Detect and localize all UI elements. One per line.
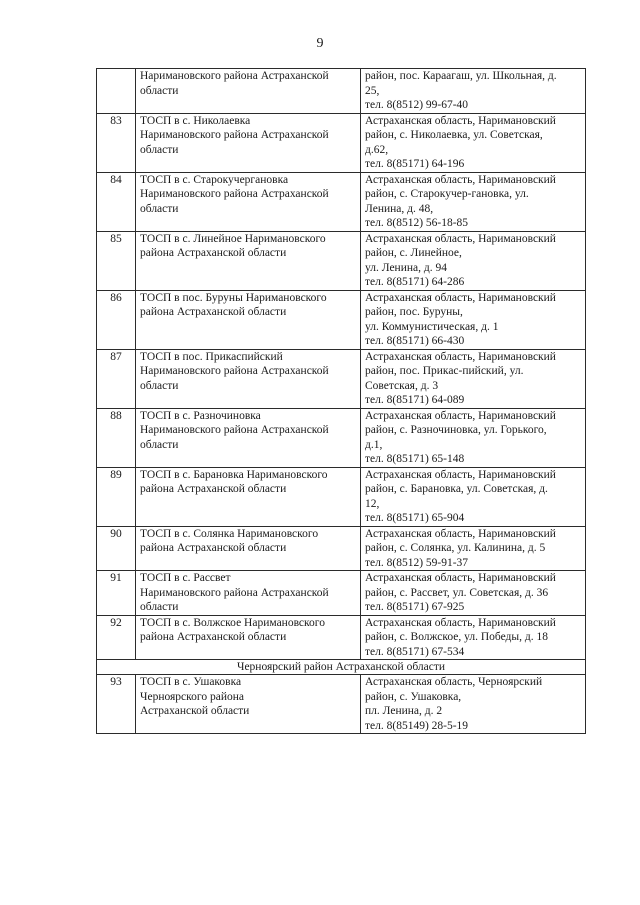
table-row bbox=[97, 408, 586, 467]
address-line: д.1, bbox=[365, 438, 383, 451]
address-line: Астраханская область, Наримановский bbox=[365, 291, 556, 304]
address-cell bbox=[361, 172, 586, 231]
address-line: ул. Коммунистическая, д. 1 bbox=[365, 320, 499, 333]
office-name-cell bbox=[136, 615, 361, 660]
office-name-cell bbox=[136, 526, 361, 571]
section-title: Черноярский район Астраханской области bbox=[97, 660, 586, 675]
table-body bbox=[97, 69, 586, 734]
office-name-line: области bbox=[140, 438, 179, 451]
row-number: 89 bbox=[97, 467, 136, 526]
row-number: 88 bbox=[97, 408, 136, 467]
address-line: пл. Ленина, д. 2 bbox=[365, 705, 443, 717]
address-line: Астраханская область, Наримановский bbox=[365, 616, 556, 629]
address-line: Ленина, д. 48, bbox=[365, 202, 434, 215]
address-line: район, пос. Прикас-пийский, ул. bbox=[365, 365, 524, 377]
address-line: тел. 8(85171) 64-089 bbox=[365, 394, 465, 406]
address-line: тел. 8(85171) 64-196 bbox=[365, 158, 465, 170]
office-name-line: ТОСП в с. Ушаковка bbox=[140, 676, 242, 688]
table-row bbox=[97, 113, 586, 172]
address-cell bbox=[361, 231, 586, 290]
address-cell bbox=[361, 408, 586, 467]
address-cell bbox=[361, 467, 586, 526]
row-number: 92 bbox=[97, 615, 136, 660]
office-name-line: района Астраханской области bbox=[140, 247, 287, 259]
office-name-line: ТОСП в с. Старокучергановка bbox=[140, 173, 289, 186]
address-line: район, с. Волжское, ул. Победы, д. 18 bbox=[365, 631, 548, 643]
office-name-line: области bbox=[140, 84, 179, 97]
address-line: тел. 8(85171) 67-925 bbox=[365, 601, 465, 613]
address-line: район, с. Разночиновка, ул. Горького, bbox=[365, 424, 547, 436]
office-name-line: ТОСП в с. Волжское Наримановского bbox=[140, 616, 325, 629]
office-name-line: Наримановского района Астраханской bbox=[140, 70, 329, 82]
address-line: район, с. Старокучер-гановка, ул. bbox=[365, 188, 529, 200]
address-line: Советская, д. 3 bbox=[365, 379, 439, 392]
address-line: тел. 8(85149) 28-5-19 bbox=[365, 719, 469, 732]
address-line: район, пос. Буруны, bbox=[365, 306, 463, 318]
address-line: Астраханская область, Наримановский bbox=[365, 350, 556, 363]
office-name-line: Черноярского района bbox=[140, 690, 244, 703]
office-name-line: Наримановского района Астраханской bbox=[140, 586, 329, 599]
office-name-line: области bbox=[140, 202, 179, 215]
office-name-line: Наримановского района Астраханской bbox=[140, 188, 329, 200]
address-line: район, с. Барановка, ул. Советская, д. bbox=[365, 483, 548, 495]
address-line: Астраханская область, Наримановский bbox=[365, 409, 556, 422]
office-registry-table bbox=[96, 68, 586, 734]
row-number: 83 bbox=[97, 113, 136, 172]
office-name-cell bbox=[136, 349, 361, 408]
address-line: д.62, bbox=[365, 143, 389, 156]
address-cell bbox=[361, 69, 586, 114]
row-number: 87 bbox=[97, 349, 136, 408]
office-name-line: ТОСП в с. Солянка Наримановского bbox=[140, 527, 319, 540]
address-cell bbox=[361, 675, 586, 734]
address-line: район, с. Солянка, ул. Калинина, д. 5 bbox=[365, 542, 546, 554]
address-line: тел. 8(8512) 56-18-85 bbox=[365, 217, 469, 229]
page-number: 9 bbox=[316, 36, 324, 51]
office-name-cell bbox=[136, 571, 361, 616]
address-line: район, с. Линейное, bbox=[365, 247, 462, 259]
address-line: 12, bbox=[365, 497, 380, 510]
address-cell bbox=[361, 349, 586, 408]
address-line: район, с. Николаевка, ул. Советская, bbox=[365, 129, 543, 141]
office-name-cell bbox=[136, 467, 361, 526]
row-number: 91 bbox=[97, 571, 136, 616]
office-name-line: ТОСП в с. Линейное Наримановского bbox=[140, 232, 326, 245]
table-row bbox=[97, 349, 586, 408]
table-row bbox=[97, 571, 586, 616]
office-name-line: ТОСП в пос. Буруны Наримановского bbox=[140, 291, 327, 304]
address-line: Астраханская область, Наримановский bbox=[365, 114, 556, 127]
office-name-line: ТОСП в с. Николаевка bbox=[140, 114, 251, 127]
address-line: Астраханская область, Наримановский bbox=[365, 468, 556, 481]
address-line: 25, bbox=[365, 84, 380, 97]
address-line: тел. 8(85171) 64-286 bbox=[365, 276, 465, 288]
address-line: тел. 8(85171) 65-148 bbox=[365, 453, 465, 465]
address-line: Астраханская область, Наримановский bbox=[365, 173, 556, 186]
address-line: ул. Ленина, д. 94 bbox=[365, 261, 447, 274]
row-number bbox=[97, 69, 136, 114]
address-line: Астраханская область, Наримановский bbox=[365, 527, 556, 540]
office-name-line: района Астраханской области bbox=[140, 483, 287, 495]
address-line: район, пос. Караагаш, ул. Школьная, д. bbox=[365, 70, 557, 82]
office-name-line: области bbox=[140, 143, 179, 156]
address-cell bbox=[361, 290, 586, 349]
section-header-row bbox=[97, 660, 586, 675]
office-name-cell bbox=[136, 69, 361, 114]
office-name-line: ТОСП в с. Рассвет bbox=[140, 572, 231, 584]
address-line: тел. 8(85171) 65-904 bbox=[365, 512, 465, 524]
address-line: Астраханская область, Наримановский bbox=[365, 572, 556, 584]
office-name-cell bbox=[136, 231, 361, 290]
office-name-cell bbox=[136, 675, 361, 734]
office-name-line: ТОСП в пос. Прикаспийский bbox=[140, 350, 283, 363]
address-line: тел. 8(8512) 59-91-37 bbox=[365, 556, 469, 569]
table-row bbox=[97, 467, 586, 526]
office-name-line: Наримановского района Астраханской bbox=[140, 365, 329, 377]
office-name-cell bbox=[136, 113, 361, 172]
row-number: 90 bbox=[97, 526, 136, 571]
row-number: 84 bbox=[97, 172, 136, 231]
table-row bbox=[97, 172, 586, 231]
office-name-line: района Астраханской области bbox=[140, 631, 287, 643]
address-line: район, с. Рассвет, ул. Советская, д. 36 bbox=[365, 586, 549, 599]
address-line: Астраханская область, Черноярский bbox=[365, 676, 543, 688]
office-name-cell bbox=[136, 408, 361, 467]
office-name-line: ТОСП в с. Разночиновка bbox=[140, 409, 261, 422]
office-name-line: области bbox=[140, 601, 179, 613]
table-row bbox=[97, 675, 586, 734]
office-name-cell bbox=[136, 290, 361, 349]
row-number: 86 bbox=[97, 290, 136, 349]
office-name-line: ТОСП в с. Барановка Наримановского bbox=[140, 468, 328, 481]
address-line: район, с. Ушаковка, bbox=[365, 690, 462, 703]
address-cell bbox=[361, 615, 586, 660]
office-name-line: района Астраханской области bbox=[140, 542, 287, 554]
table-row bbox=[97, 290, 586, 349]
table-row bbox=[97, 69, 586, 114]
row-number: 85 bbox=[97, 231, 136, 290]
address-line: Астраханская область, Наримановский bbox=[365, 232, 556, 245]
address-cell bbox=[361, 526, 586, 571]
table-row bbox=[97, 615, 586, 660]
row-number: 93 bbox=[97, 675, 136, 734]
address-line: тел. 8(85171) 66-430 bbox=[365, 335, 465, 347]
table-row bbox=[97, 526, 586, 571]
office-name-line: Наримановского района Астраханской bbox=[140, 424, 329, 436]
office-name-line: района Астраханской области bbox=[140, 306, 287, 318]
office-name-line: Астраханской области bbox=[140, 705, 250, 717]
address-cell bbox=[361, 113, 586, 172]
table-row bbox=[97, 231, 586, 290]
office-name-line: Наримановского района Астраханской bbox=[140, 129, 329, 141]
address-line: тел. 8(8512) 99-67-40 bbox=[365, 99, 469, 111]
address-line: тел. 8(85171) 67-534 bbox=[365, 645, 465, 658]
office-name-line: области bbox=[140, 379, 179, 392]
office-name-cell bbox=[136, 172, 361, 231]
address-cell bbox=[361, 571, 586, 616]
